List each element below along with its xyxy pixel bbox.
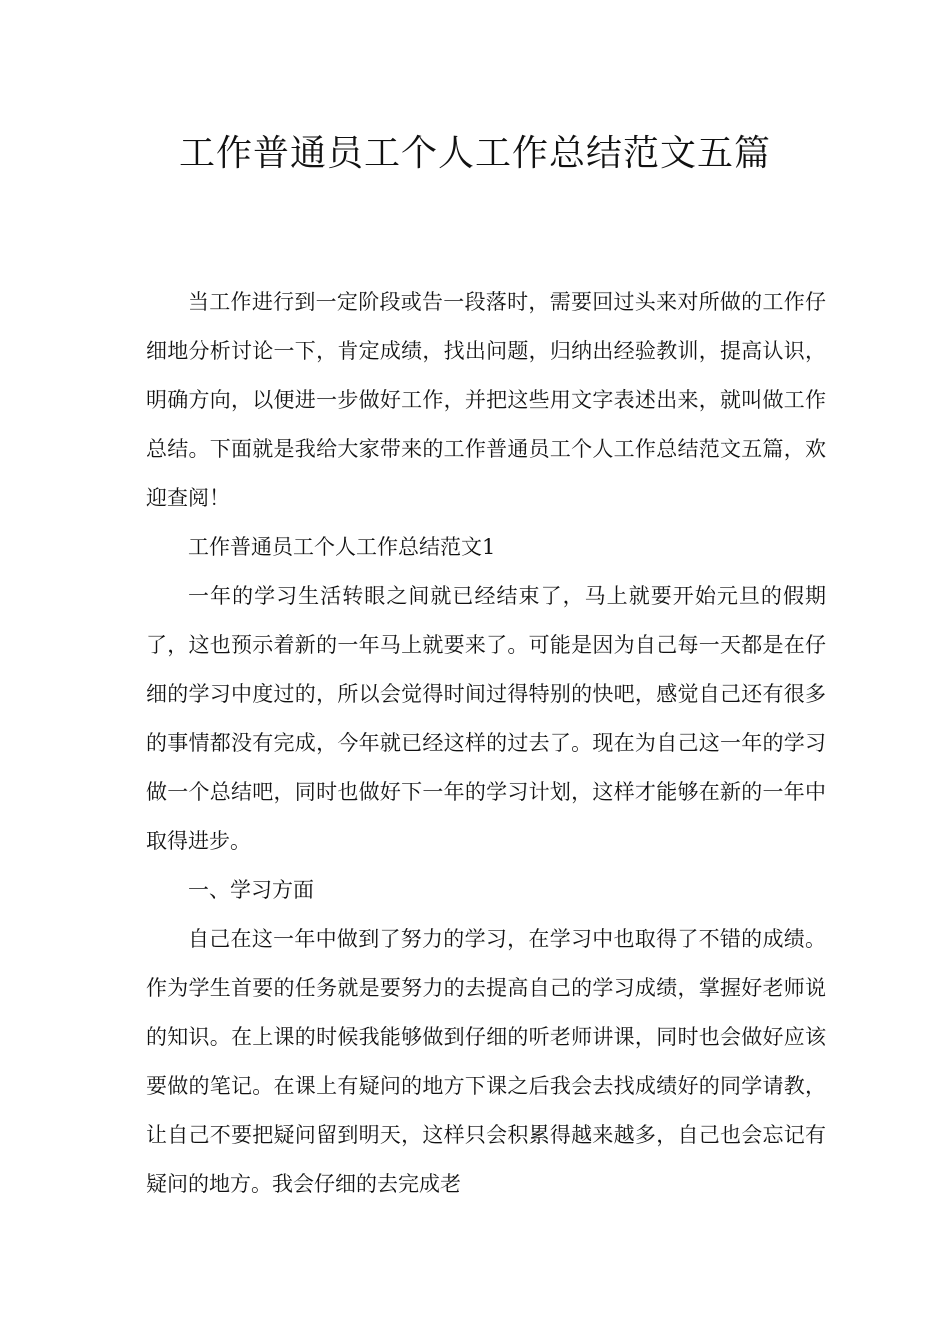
- section-heading-essay-1: 工作普通员工个人工作总结范文1: [188, 535, 496, 559]
- intro-paragraph: 当工作进行到一定阶段或告一段落时，需要回过头来对所做的工作仔细地分析讨论一下，肯定成绩，找出问题，归纳出经验教训，提高认识，明确方向，以便进一步做好工作，并把这些用文字表述出来，就叫做工作总结。下面就是我给大家带来的工作普通员工个人工作总结范文五篇，欢迎查阅！: [146, 290, 826, 510]
- section-heading-study: 一、学习方面: [188, 878, 314, 902]
- document-title: 工作普通员工个人工作总结范文五篇: [178, 133, 771, 174]
- body-paragraph: 一年的学习生活转眼之间就已经结束了，马上就要开始元旦的假期了，这也预示着新的一年马上就要来了。可能是因为自己每一天都是在仔细的学习中度过的，所以会觉得时间过得特别的快吧，感觉自己还有很多的事情都没有完成，今年就已经这样的过去了。现在为自己这一年的学习做一个总结吧，同时也做好下一年的学习计划，这样才能够在新的一年中取得进步。: [146, 584, 826, 853]
- document-body: [146, 278, 826, 1209]
- body-paragraph: 自己在这一年中做到了努力的学习，在学习中也取得了不错的成绩。作为学生首要的任务就是要努力的去提高自己的学习成绩，掌握好老师说的知识。在上课的时候我能够做到仔细的听老师讲课，同时也会做好应该要做的笔记。在课上有疑问的地方下课之后我会去找成绩好的同学请教，让自己不要把疑问留到明天，这样只会积累得越来越多，自己也会忘记有疑问的地方。我会仔细的去完成老: [146, 927, 826, 1196]
